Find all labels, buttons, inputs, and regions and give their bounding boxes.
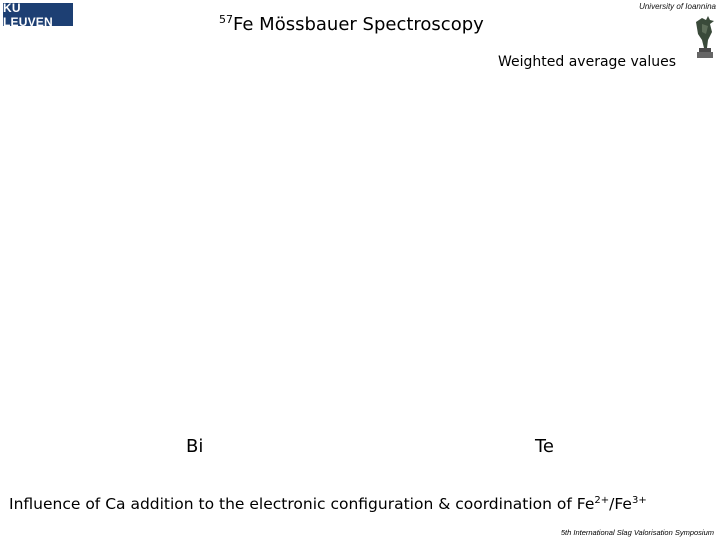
logo-text: KU LEUVEN xyxy=(3,0,53,29)
university-label: University of Ioannina xyxy=(639,2,716,11)
caption-mid: /Fe xyxy=(609,495,632,513)
caption-start: Influence of Ca addition to the electronic configuration & coordination of Fe xyxy=(9,495,595,513)
title-text: Fe Mössbauer Spectroscopy xyxy=(233,14,484,35)
caption-sup-2plus: 2+ xyxy=(594,495,610,506)
symposium-label: 5th International Slag Valorisation Symposium xyxy=(560,528,714,537)
label-bi: Bi xyxy=(186,436,204,457)
ku-leuven-logo xyxy=(3,0,73,29)
caption-sup-3plus: 3+ xyxy=(631,495,647,506)
title-superscript: 57 xyxy=(219,13,233,26)
eagle-statue-icon xyxy=(688,12,718,60)
footer-caption xyxy=(9,495,647,513)
subtitle: Weighted average values xyxy=(498,54,677,70)
page-title xyxy=(219,14,484,35)
label-te: Te xyxy=(535,436,555,457)
